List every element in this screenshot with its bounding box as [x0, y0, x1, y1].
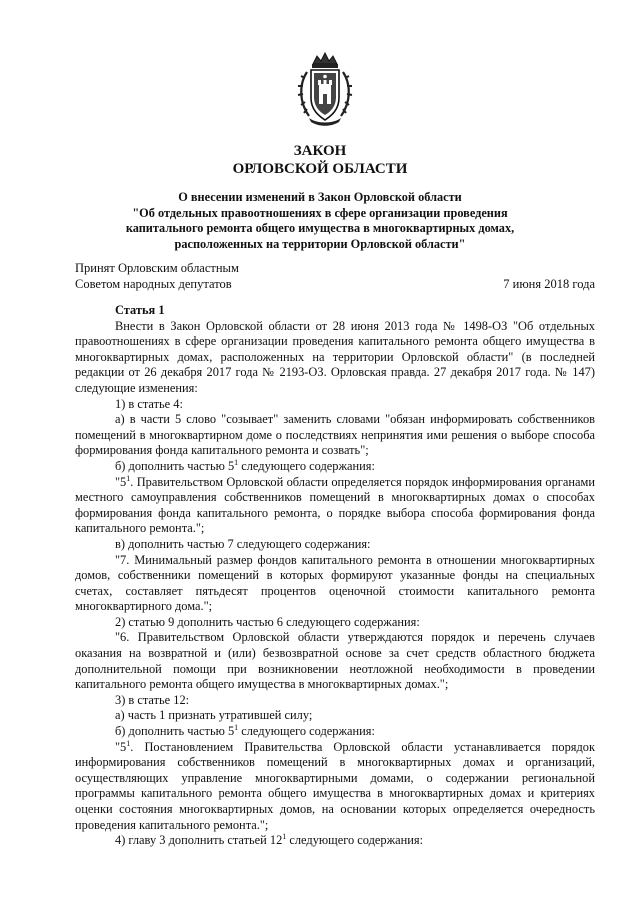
amendment-text: 4) главу 3 дополнить статьей 12 [115, 833, 283, 848]
quoted-text: "5 [115, 739, 127, 754]
amendment-item-1c: в) дополнить частью 7 следующего содержания: [115, 536, 371, 551]
document-title-line2: ОРЛОВСКОЙ ОБЛАСТИ [232, 161, 408, 177]
adoption-line1: Принят Орловским областным [75, 261, 239, 275]
amendment-item-1a: а) в части 5 слово "созывает" заменить словами "обязан информировать собственников помещений в многоквартирном доме о последствиях непринятия ими решения о выборе способа формирования фонда капитального ремонта и созвать"; [75, 412, 595, 458]
subtitle-line: "Об отдельных правоотношениях в сфере организации проведения [132, 205, 508, 220]
amendment-item-3b [75, 724, 595, 740]
amendment-item-4 [75, 833, 595, 849]
amendment-item-2: 2) статью 9 дополнить частью 6 следующего содержания: [115, 614, 420, 629]
adoption-line2: Советом народных депутатов [75, 277, 232, 291]
quoted-text: "5 [115, 474, 127, 489]
amendment-item-1b [75, 459, 595, 475]
quoted-part-5-1-second [75, 740, 595, 834]
quoted-text: . Постановлением Правительства Орловской области устанавливается порядок информирования собственников помещений в многоквартирных домах и организаций, осуществляющих управление многоквартирными домами, о содержании региональной программы капитального ремонта общего имущества в многоквартирных домах и критериях оценки состояния многоквартирных домов, на основании которых определяется очередность проведения капитального ремонта."; [75, 739, 595, 832]
adoption-date: 7 июня 2018 года [503, 277, 595, 291]
superscript: 1 [234, 457, 239, 467]
quoted-part-6: "6. Правительством Орловской области утверждаются порядок и перечень случаев оказания на возвратной и (или) безвозвратной основе за счет средств областного бюджета дополнительной помощи при возникновении неотложной необходимости в проведении капитального ремонта общего имущества в многоквартирных домах."; [75, 630, 595, 692]
subtitle-line: О внесении изменений в Закон Орловской области [178, 190, 462, 204]
document-subtitle [0, 190, 640, 252]
superscript: 1 [282, 832, 287, 842]
quoted-part-7: "7. Минимальный размер фондов капитального ремонта в отношении многоквартирных домов, собственники помещений в которых формируют указанные фонды на специальных счетах, составляет пятьдесят процентов оценочной стоимости капитального ремонта многоквартирного дома."; [75, 552, 595, 614]
amendment-text: следующего содержания: [286, 833, 424, 848]
amendment-item-1: 1) в статье 4: [115, 396, 183, 411]
amendment-text: следующего содержания: [238, 724, 375, 739]
quoted-part-5-1 [75, 475, 595, 537]
amendment-text: б) дополнить частью 5 [115, 724, 235, 739]
adoption-statement [75, 260, 239, 292]
amendment-item-3: 3) в статье 12: [115, 692, 190, 707]
subtitle-line: капитального ремонта общего имущества в многоквартирных домах, [125, 221, 515, 236]
article-intro: Внести в Закон Орловской области от 28 июня 2013 года № 1498-ОЗ "Об отдельных правоотношениях в сфере организации проведения капитального ремонта общего имущества в многоквартирных домах, расположенных на территории Орловской области" (в последней редакции от 26 декабря 2017 года № 2193-ОЗ. Орловская правда. 27 декабря 2017 года. № 147) следующие изменения: [75, 318, 595, 395]
amendment-text: б) дополнить частью 5 [115, 458, 235, 473]
quoted-text: . Правительством Орловской области определяется порядок информирования органами местного самоуправления собственников помещений в многоквартирных домах о способах формирования фонда капитального ремонта, о порядке выбора способа формирования фонда капитального ремонта."; [75, 474, 595, 536]
subtitle-line: расположенных на территории Орловской области" [174, 236, 466, 251]
amendment-item-3a: а) часть 1 признать утратившей силу; [115, 708, 313, 723]
superscript: 1 [234, 723, 239, 733]
superscript: 1 [126, 473, 131, 483]
coat-of-arms-icon [295, 50, 355, 130]
article-heading: Статья 1 [115, 303, 165, 317]
article-body [75, 303, 595, 849]
amendment-text: следующего содержания: [238, 458, 375, 473]
superscript: 1 [126, 738, 131, 748]
document-title-line1: ЗАКОН [293, 143, 347, 159]
